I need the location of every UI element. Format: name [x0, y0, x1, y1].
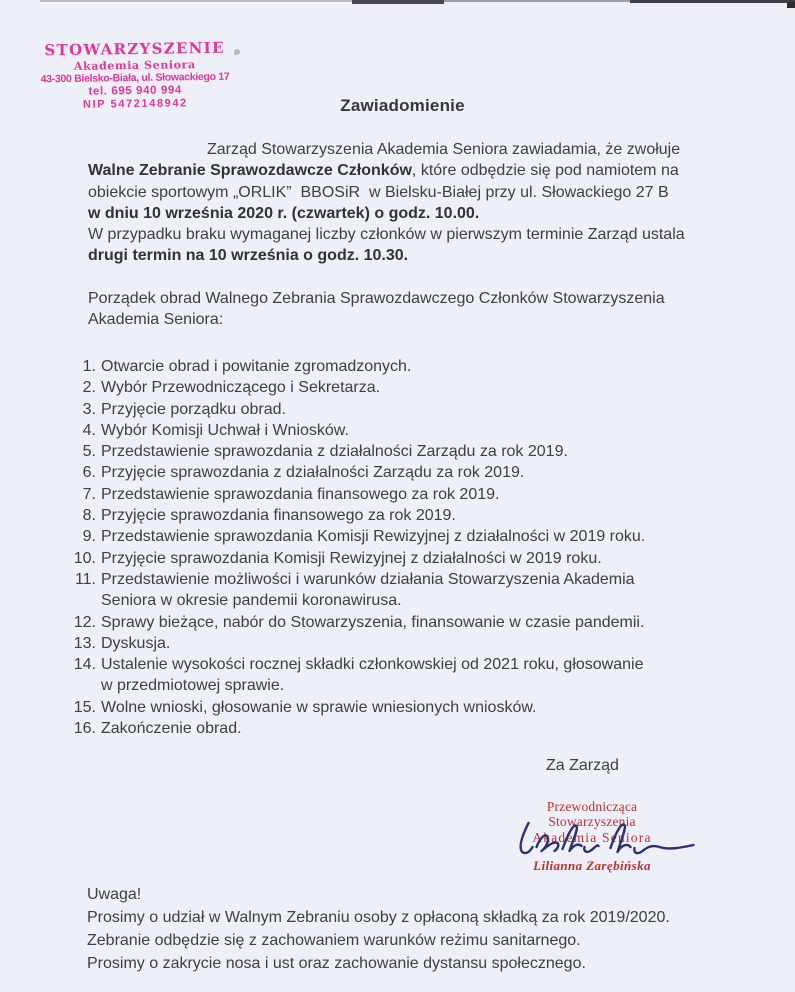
scan-artifact-top-edge	[444, 0, 630, 2]
intro-line: Zarząd Stowarzyszenia Akademia Seniora zawiadamia, że zwołuje	[207, 141, 681, 158]
agenda-item-number: 9.	[82, 528, 96, 546]
agenda-item-number: 4.	[82, 421, 96, 439]
agenda-item	[70, 420, 645, 441]
agenda-item-text: Ustalenie wysokości rocznej składki członkowskiej od 2021 roku, głosowanie w przedmiotowej sprawie.	[101, 656, 644, 695]
agenda-heading	[88, 288, 665, 331]
agenda-item	[70, 697, 645, 718]
agenda-item-text: Wybór Przewodniczącego i Sekretarza.	[101, 379, 381, 397]
intro-line: Walne Zebranie Sprawozdawcze Członków, które odbędzie się pod namiotem na	[88, 162, 679, 180]
stamp-org-subname: Akademia Seniora	[73, 58, 196, 73]
stamp-nip: NIP 5472148942	[82, 97, 188, 111]
handwritten-signature	[510, 817, 705, 863]
notes-section	[87, 883, 670, 975]
stamp-phone: tel. 695 940 994	[88, 84, 182, 98]
stamp-role-line: Akademia Seniora	[532, 830, 652, 845]
agenda-heading-line: Porządek obrad Walnego Zebrania Sprawozdawczego Członków Stowarzyszenia	[88, 290, 665, 307]
notes-line: Prosimy o zakrycie nosa i ust oraz zachowanie dystansu społecznego.	[87, 955, 586, 972]
agenda-item-text: Przedstawienie możliwości i warunków działania Stowarzyszenia Akademia Seniora w okresie pandemii koronawirusa.	[101, 570, 635, 610]
agenda-item-text: Przyjęcie sprawozdania finansowego za rok 2019.	[101, 507, 456, 525]
agenda-item-text: Przyjęcie porządku obrad.	[101, 400, 286, 418]
agenda-item	[70, 654, 645, 697]
agenda-heading-line: Akademia Seniora:	[88, 311, 224, 329]
agenda-item	[70, 526, 645, 547]
agenda-item-number: 5.	[82, 443, 96, 461]
agenda-item-text: Przyjęcie sprawozdania z działalności Zarządu za rok 2019.	[101, 464, 525, 482]
scan-artifact-top-edge	[352, 0, 444, 4]
agenda-item-text: Przyjęcie sprawozdania Komisji Rewizyjnej z działalności w 2019 roku.	[101, 549, 602, 567]
agenda-item-number: 12.	[73, 613, 96, 631]
intro-line: obiekcie sportowym „ORLIK” BBOSiR w Bielsku-Białej przy ul. Słowackiego 27 B	[88, 183, 669, 201]
agenda-item-text: Przedstawienie sprawozdania finansowego za rok 2019.	[101, 485, 500, 503]
agenda-item-number: 16.	[73, 720, 96, 738]
agenda-item-text: Dyskusja.	[101, 634, 171, 652]
agenda-item-number: 7.	[82, 485, 96, 503]
scan-artifact-top-edge	[630, 0, 795, 3]
agenda-item-number: 8.	[82, 507, 96, 525]
agenda-item-text: Przedstawienie sprawozdania Komisji Rewizyjnej z działalności w 2019 roku.	[101, 528, 646, 546]
agenda-list	[70, 356, 645, 739]
agenda-item-text: Wolne wnioski, głosowanie w sprawie wniesionych wniosków.	[101, 698, 537, 716]
intro-line: drugi termin na 10 września o godz. 10.30.	[88, 247, 409, 265]
intro-line: w dniu 10 września 2020 r. (czwartek) o godz. 10.00.	[88, 204, 480, 222]
agenda-item-number: 11.	[74, 570, 96, 588]
intro-line: W przypadku braku wymaganej liczby członków w pierwszym terminie Zarząd ustala	[88, 226, 685, 244]
agenda-item-number: 13.	[73, 634, 96, 652]
stamp-address: 43-300 Bielsko-Biała, ul. Słowackiego 17	[40, 70, 230, 86]
agenda-item	[70, 548, 645, 569]
agenda-item-number: 15.	[73, 698, 96, 716]
agenda-item-number: 10.	[73, 549, 96, 567]
agenda-item	[70, 718, 645, 739]
agenda-item-text: Przedstawienie sprawozdania z działalności Zarządu za rok 2019.	[101, 443, 568, 461]
stamp-signer-name: Lilianna Zarębińska	[533, 858, 651, 873]
agenda-item	[70, 569, 645, 612]
agenda-item-number: 1.	[82, 358, 96, 375]
agenda-item	[70, 356, 645, 377]
notes-heading: Uwaga!	[87, 886, 142, 903]
agenda-item	[70, 484, 645, 505]
agenda-item-number: 3.	[82, 400, 96, 418]
stamp-role-line: Przewodnicząca Stowarzyszenia	[546, 799, 638, 829]
agenda-item-text: Sprawy bieżące, nabór do Stowarzyszenia, finansowanie w czasie pandemii.	[101, 613, 645, 631]
notes-line: Zebranie odbędzie się z zachowaniem warunków reżimu sanitarnego.	[87, 932, 581, 949]
agenda-item-text: Zakończenie obrad.	[101, 720, 242, 738]
agenda-item-number: 6.	[82, 464, 96, 482]
stamp-org-name: STOWARZYSZENIE	[44, 38, 225, 60]
agenda-item-text: Wybór Komisji Uchwał i Wniosków.	[101, 421, 349, 439]
agenda-item-number: 14.	[73, 656, 96, 674]
agenda-item-text: Otwarcie obrad i powitanie zgromadzonych.	[101, 358, 412, 375]
agenda-item	[70, 377, 645, 398]
notes-line: Prosimy o udział w Walnym Zebraniu osoby z opłaconą składką za rok 2019/2020.	[87, 909, 670, 926]
signoff-label: Za Zarząd	[546, 757, 619, 774]
scan-artifact-corner	[787, 2, 795, 8]
agenda-item-number: 2.	[82, 379, 96, 397]
agenda-item	[70, 612, 645, 633]
document-title: Zawiadomienie	[340, 96, 465, 115]
agenda-item	[70, 633, 645, 654]
agenda-item	[70, 441, 645, 462]
intro-paragraph	[88, 139, 685, 267]
agenda-item	[70, 505, 645, 526]
agenda-item	[70, 399, 645, 420]
agenda-item	[70, 462, 645, 483]
